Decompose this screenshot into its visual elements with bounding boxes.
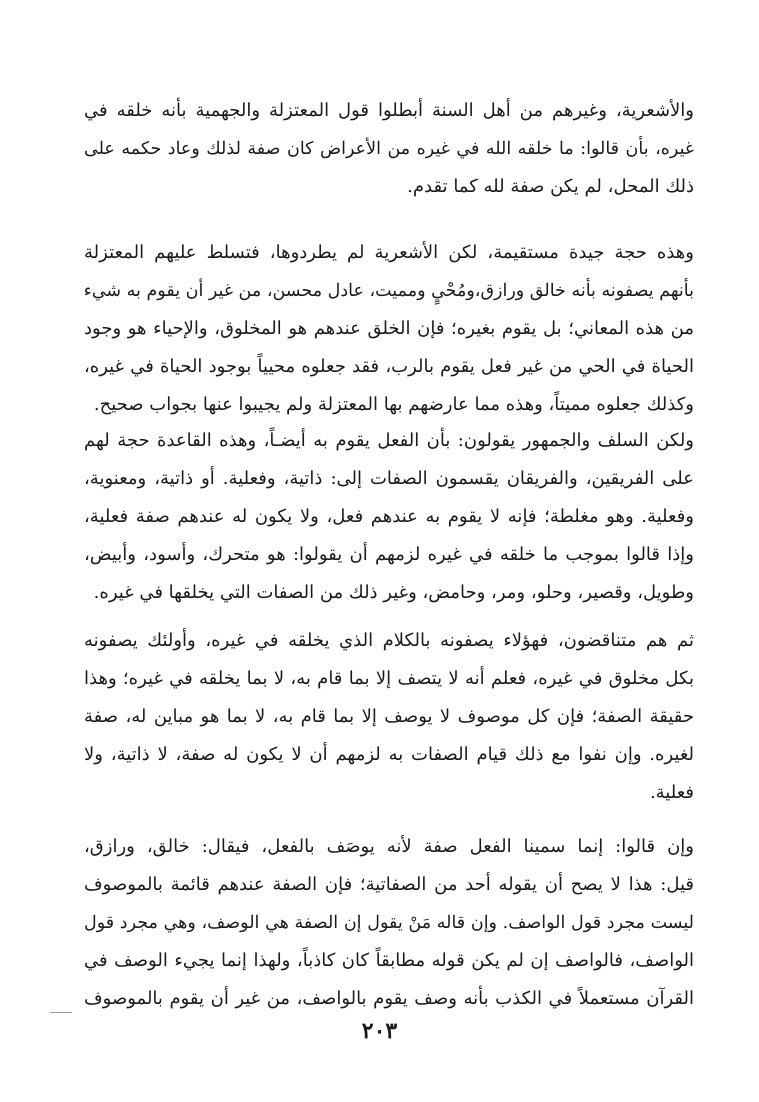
- paragraph-5: [84, 828, 694, 1018]
- text-line: وفعلية. وهو مغلطة؛ فإنه لا يقوم به عندهم فعل، ولا يكون له عندهم صفة فعلية،: [84, 506, 694, 527]
- text-line: حقيقة الصفة؛ فإن كل موصوف لا يوصف إلا بما قام به، لا بما هو مباين له، صفة: [84, 706, 694, 727]
- text-line: وإن قالوا: إنما سمينا الفعل صفة لأنه يوصَف بالفعل، فيقال: خالق، ورازق،: [84, 836, 694, 857]
- text-line: قيل: هذا لا يصح أن يقوله أحد من الصفاتية؛ فإن الصفة عندهم قائمة بالموصوف: [84, 874, 694, 895]
- text-line: ولكن السلف والجمهور يقولون: بأن الفعل يقوم به أيضـاً، وهذه القاعدة حجة لهم: [84, 430, 694, 451]
- text-line: الحياة في الحي من غير فعل يقوم بالرب، فقد جعلوه محيياً بوجود الحياة في غيره،: [84, 356, 694, 377]
- paragraph-1: [84, 92, 694, 206]
- text-line: بأنهم يصفونه بأنه خالق ورازق،ومُحْيٍ ومميت، عادل محسن، من غير أن يقوم به شيء: [84, 281, 694, 301]
- text-line: القرآن مستعملاً في الكذب بأنه وصف يقوم بالواصف، من غير أن يقوم بالموصوف: [84, 988, 694, 1009]
- text-line: وكذلك جعلوه مميتاً، وهذه مما عارضهم بها المعتزلة ولم يجيبوا عنها بجواب صحيح.: [93, 394, 694, 415]
- text-line: الواصف، فالواصف إن لم يكن قوله مطابقاً كان كاذباً، ولهذا إنما يجيء الوصف في: [84, 950, 694, 971]
- text-line: وإذا قالوا بموجب ما خلقه في غيره لزمهم أن يقولوا: هو متحرك، وأسود، وأبيض،: [84, 544, 694, 565]
- text-line: ليست مجرد قول الواصف. وإن قاله مَنْ يقول إن الصفة هي الوصف، وهي مجرد قول: [84, 913, 694, 933]
- text-line: بكل مخلوق في غيره، فعلم أنه لا يتصف إلا بما قام به، لا بما يخلقه في غيره؛ وهذا: [84, 668, 694, 689]
- text-line: والأشعرية، وغيرهم من أهل السنة أبطلوا قول المعتزلة والجهمية بأنه خلقه في: [84, 100, 694, 121]
- paragraph-3: [84, 422, 694, 612]
- paragraph-2: [84, 234, 694, 424]
- page-number: ٢٠٣: [361, 1018, 398, 1044]
- scan-edge-mark: [50, 1012, 72, 1013]
- text-line: ثم هم متناقضون، فهؤلاء يصفونه بالكلام الذي يخلقه في غيره، وأولئك يصفونه: [84, 630, 694, 651]
- text-line: ذلك المحل، لم يكن صفة لله كما تقدم.: [407, 176, 694, 197]
- text-line: غيره، بأن قالوا: ما خلقه الله في غيره من الأعراض كان صفة لذلك وعاد حكمه على: [84, 139, 694, 159]
- text-line: على الفريقين، والفريقان يقسمون الصفات إلى: ذاتية، وفعلية. أو ذاتية، ومعنوية،: [84, 468, 694, 489]
- text-line: من هذه المعاني؛ بل يقوم بغيره؛ فإن الخلق عندهم هو المخلوق، والإحياء هو وجود: [84, 318, 694, 339]
- text-line: لغيره. وإن نفوا مع ذلك قيام الصفات به لزمهم أن لا يكون له صفة، لا ذاتية، ولا: [84, 744, 694, 765]
- text-line: فعلية.: [649, 782, 694, 803]
- text-line: وطويل، وقصير، وحلو، ومر، وحامض، وغير ذلك من الصفات التي يخلقها في غيره.: [93, 582, 694, 603]
- text-line: وهذه حجة جيدة مستقيمة، لكن الأشعرية لم يطردوها، فتسلط عليهم المعتزلة: [84, 242, 694, 263]
- paragraph-4: [84, 622, 694, 812]
